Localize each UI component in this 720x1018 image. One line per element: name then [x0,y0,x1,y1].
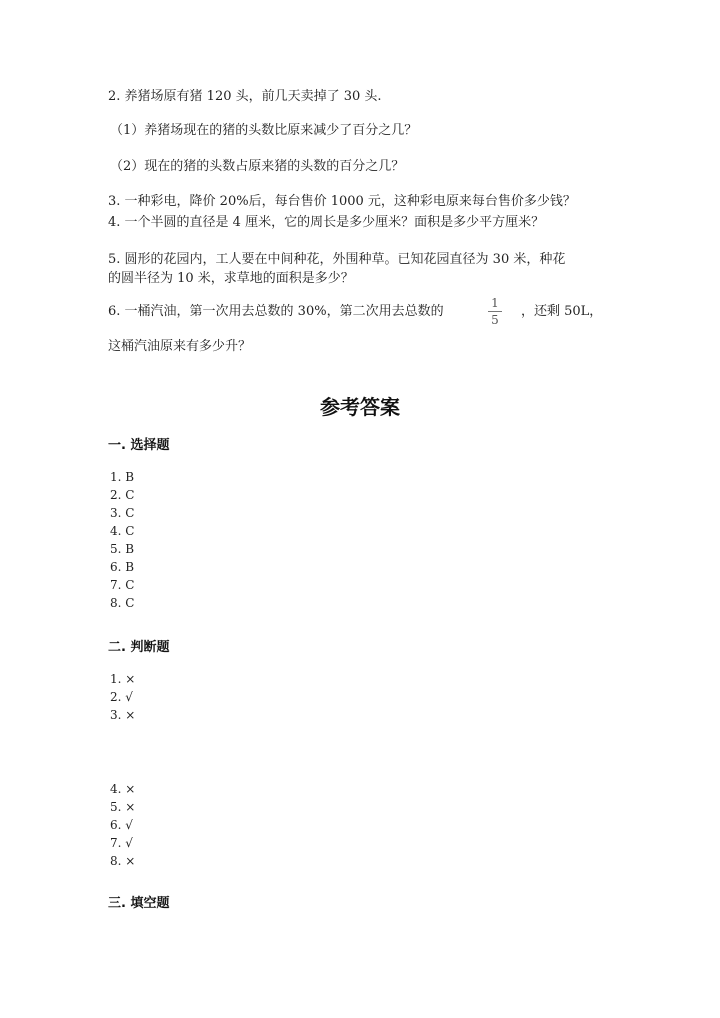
question-6-part-2: ，还剩 50L， [521,304,603,319]
judge-answer-list-b [110,780,135,870]
question-6-line-2: 这桶汽油原来有多少升？ [108,339,252,354]
section-choice-title: 一. 选择题 [108,438,170,453]
question-6-part-1: 6. 一桶汽油，第一次用去总数的 30%，第二次用去总数的 [108,304,444,319]
answer-title: 参考答案 [320,395,400,419]
list-item: 7. C [110,578,135,592]
list-item: 2. C [110,488,135,502]
question-3: 3. 一种彩电，降价 20%后，每台售价 1000 元，这种彩电原来每台售价多少钱？ [108,194,576,209]
list-item: 3. × [110,708,136,722]
question-2-part-1: （1）养猪场现在的猪的头数比原来减少了百分之几？ [110,123,418,138]
question-5-line-2: 的圆半径为 10 米，求草地的面积是多少？ [108,271,354,286]
list-item: 4. × [110,782,136,796]
list-item: 3. C [110,506,135,520]
list-item: 8. C [110,596,135,610]
question-2-part-2: （2）现在的猪的头数占原来猪的头数的百分之几？ [110,159,405,174]
list-item: 7. √ [110,836,133,850]
list-item: 1. B [110,470,135,484]
fraction-bar [488,311,502,312]
section-fill-title: 三. 填空题 [108,896,170,911]
list-item: 5. × [110,800,136,814]
list-item: 1. × [110,672,136,686]
list-item: 6. B [110,560,135,574]
question-5-line-1: 5. 圆形的花园内，工人要在中间种花，外围种草。已知花园直径为 30 米，种花 [108,252,566,267]
question-6-fraction [488,296,502,327]
list-item: 2. √ [110,690,133,704]
question-2: 2. 养猪场原有猪 120 头，前几天卖掉了 30 头. [108,89,382,104]
choice-answer-list [110,468,134,612]
fraction-numerator: 1 [491,296,499,310]
fraction-denominator: 5 [491,313,499,327]
list-item: 5. B [110,542,135,556]
question-4: 4. 一个半圆的直径是 4 厘米，它的周长是多少厘米？面积是多少平方厘米？ [108,215,545,230]
section-judge-title: 二. 判断题 [108,640,170,655]
judge-answer-list-a [110,670,135,724]
list-item: 4. C [110,524,135,538]
list-item: 6. √ [110,818,133,832]
list-item: 8. × [110,854,136,868]
